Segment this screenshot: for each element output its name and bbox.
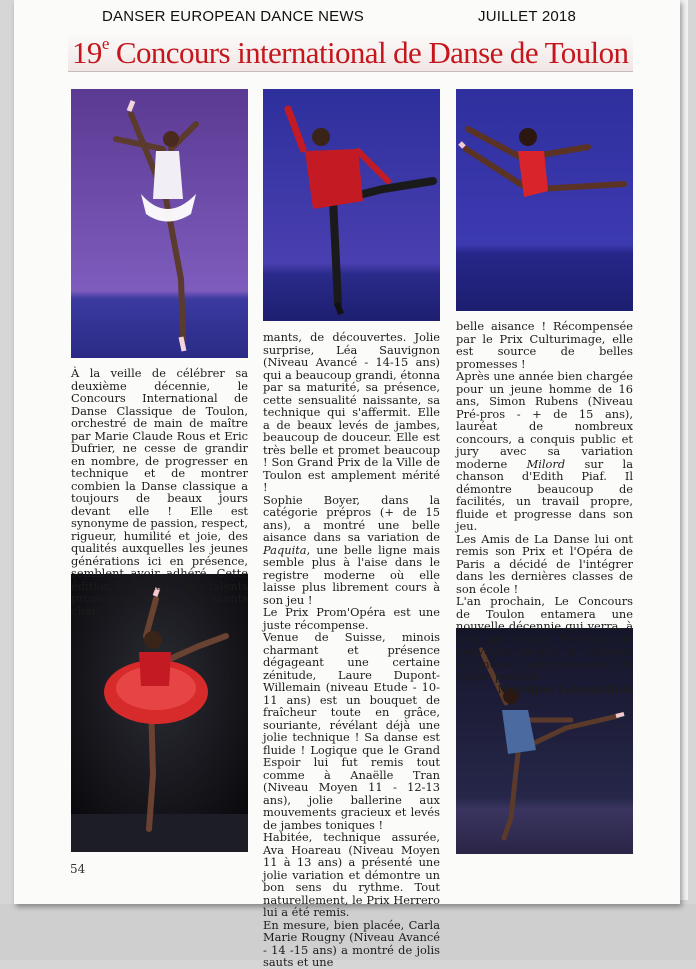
text-run: , une belle ligne mais semble plus à l'aise dans le registre moderne où elle laisse plus librement cours à son jeu ! <box>263 542 440 607</box>
article-column-2 <box>263 331 440 969</box>
author-signature: Monique Lerouvillois <box>497 681 633 696</box>
title-text: Concours international de Danse de Toulon <box>108 35 629 70</box>
photo-dancer-white-tutu <box>71 89 248 358</box>
text-run: Après une année bien chargée pour un jeune homme de 16 ans, Simon Rubens (Niveau Pré-pros - + de 15 ans), lauréat de nombreux concours, a conquis public et jury avec sa variation moderne <box>456 369 633 471</box>
article-paragraph: Les Amis de La Danse lui ont remis son Prix et l'Opéra de Paris a décidé de l'intégrer dans les dernières classes de son école ! <box>456 531 633 596</box>
title-suffix: e <box>101 34 109 53</box>
title-number: 19 <box>72 35 102 70</box>
article-paragraph: À la veille de célébrer sa deuxième décennie, le Concours International de Danse Classique de Toulon, orchestré de main de maître par Marie Claude Rous et Eric Dufrier, ne cesse de grandir en nombre, de progresser en technique et de montrer combien la Danse classique a toujours de beaux jours devant elle ! Elle est synonyme de passion, respect, rigueur, humilité et joie, des qualités auxquelles les jeunes générations ici en présence, semblent avoir adhéré. Cette édition est riche de talents prometteurs, de moments char- <box>71 366 248 618</box>
article-title <box>72 34 628 71</box>
photo-dancer-red-leotard-split <box>456 89 633 311</box>
variation-title: Milord <box>526 456 566 471</box>
article-paragraph: Le Prix Prom'Opéra est une juste récompense. <box>263 605 440 632</box>
photo-dancer-red-shirt <box>263 89 440 321</box>
author-line <box>456 683 633 696</box>
page-number: 54 <box>70 862 86 876</box>
article-column-3 <box>456 320 633 695</box>
text-run: Sophie Boyer, dans la catégorie prépros (+ de 15 ans), a montré une belle aisance dans sa variation de <box>263 492 440 544</box>
article-paragraph <box>263 494 440 607</box>
variation-title: Paquita <box>263 542 307 557</box>
article-paragraph: En mesure, bien placée, Carla Marie Rougny (Niveau Avancé - 14 -15 ans) a montré de jolis sauts et une <box>263 917 440 969</box>
text-run: sur la chanson d'Edith Piaf. Il démontre beaucoup de facilités, un travail propre, fluide et progresse dans son jeu. <box>456 456 633 533</box>
article-paragraph: Habitée, technique assurée, Ava Hoareau (Niveau Moyen 11 à 13 ans) a présenté une jolie variation et démontre un bon sens du rythme. Tout naturellement, le Prix Herrero lui a été remis. <box>263 830 440 919</box>
magazine-name: DANSER EUROPEAN DANCE NEWS <box>102 8 364 25</box>
article-paragraph: Venue de Suisse, minois charmant et présence dégageant une certaine zénitude, Laure Dupont-Willemain (niveau Etude - 10-11 ans) est un bouquet de fraîcheur toute en grâce, souriante, révélant déjà une jolie technique ! Sa danse est fluide ! Logique que le Grand Espoir lui fut remis tout comme à Anaëlle Tran (Niveau Moyen 11 - 12-13 ans), jolie ballerine aux mouvements gracieux et levés de jambes toniques ! <box>263 630 440 832</box>
issue-date: JUILLET 2018 <box>478 8 577 25</box>
article-column-1 <box>71 367 248 617</box>
article-paragraph: mants, de découvertes. Jolie surprise, Léa Sauvignon (Niveau Avancé - 14-15 ans) qui a beaucoup grandi, étonna par sa maturité, sa présence, cette sensualité naissante, sa technique qui s'affermit. Elle a de beaux levés de jambes, beaucoup de douceur. Elle est très belle et promet beaucoup ! Son Grand Prix de la Ville de Toulon est amplement mérité ! <box>263 330 440 494</box>
article-paragraph <box>456 370 633 533</box>
article-paragraph: belle aisance ! Récompensée par le Prix Culturimage, elle est source de belles promesses ! <box>456 319 633 371</box>
article-paragraph: L'an prochain, Le Concours de Toulon entamera une nouvelle décennie qui verra, à n'en pas douter, l'éclosion de nouveaux talents et toujours le même enthousiasme, la même passion. <box>456 594 633 683</box>
